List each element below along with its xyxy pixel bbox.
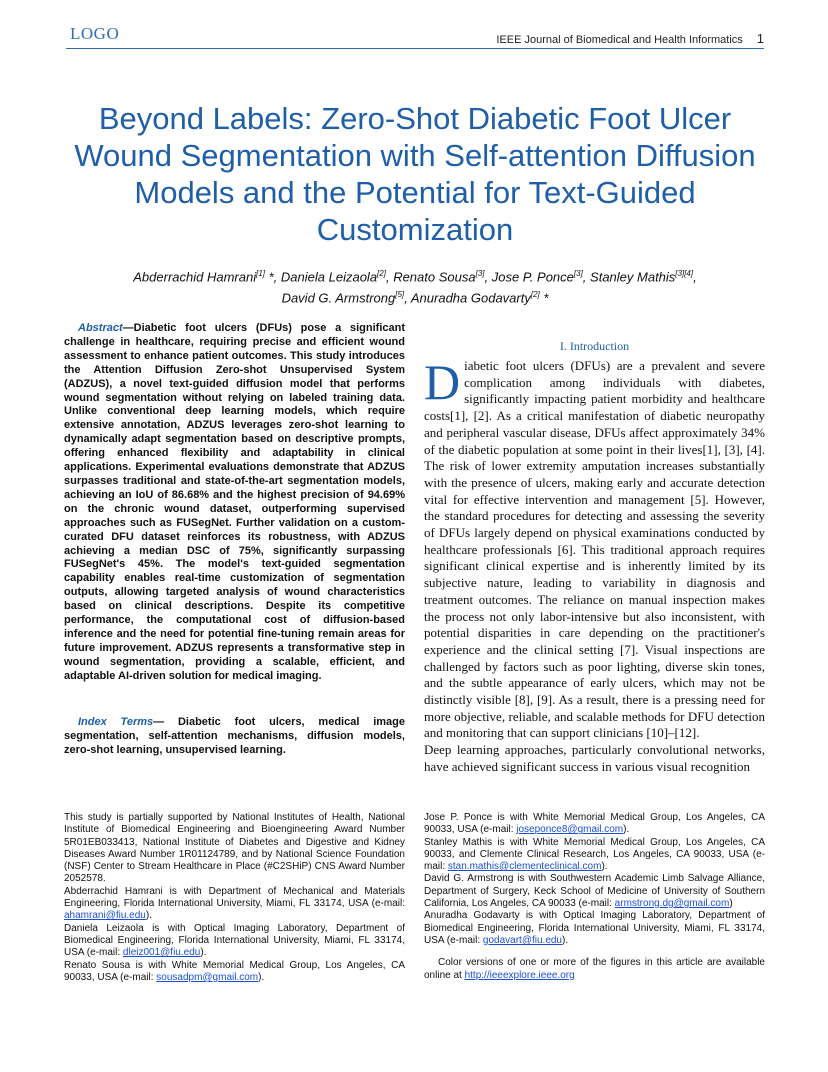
affiliation-note — [424, 873, 765, 910]
abstract-text: —Diabetic foot ulcers (DFUs) pose a significant challenge in healthcare, requiring precise and efficient wound assessment to enhance patient outcomes. This study introduces the Attention Diffusion Zero-shot Unsupervised System (ADZUS), a novel text-guided diffusion model that performs wound segmentation without relying on labeled training data. Unlike conventional deep learning models, which require extensive annotation, ADZUS leverages zero-shot learning to dynamically adapt segmentation based on descriptive prompts, offering enhanced flexibility and adaptability in clinical applications. Experimental evaluations demonstrate that ADZUS surpasses traditional and state-of-the-art segmentation models, achieving an IoU of 86.68% and the highest precision of 94.69% on the chronic wound dataset, outperforming supervised approaches such as FUSegNet. Further validation on a custom-curated DFU dataset reinforces its robustness, with ADZUS achieving a median DSC of 75%, significantly surpassing FUSegNet's 45%. The model's text-guided segmentation capability enables real-time customization of segmentation outputs, allowing targeted analysis of wound characteristics based on clinical descriptions. Despite its competitive performance, the computational cost of diffusion-based inference and the need for potential fine-tuning remain areas for future improvement. ADZUS represents a transformative step in wound segmentation, providing a scalable, efficient, and adaptable AI-driven solution for medical imaging. — [64, 322, 405, 682]
author-affiliation: [2] — [530, 290, 540, 300]
intro-paragraph-2: Deep learning approaches, particularly convolutional networks, have achieved significant success in various visual recognition — [424, 742, 765, 774]
paper-title: Beyond Labels: Zero-Shot Diabetic Foot Ulcer Wound Segmentation with Self-attention Diffusion Models and the Potential for Text-Guided Customization — [74, 101, 756, 247]
affiliation-text: Stanley Mathis is with White Memorial Medical Group, Los Angeles, CA 90033, and Clemente Clinical Research, Los Angeles, CA 90033, USA (e-mail: — [424, 836, 765, 873]
author-name: Jose P. Ponce — [491, 269, 574, 285]
author-affiliation: [3] — [573, 269, 583, 278]
index-terms — [64, 716, 405, 758]
affiliation-note — [424, 910, 765, 947]
author-name: David G. Armstrong — [281, 290, 396, 306]
affiliation-text: Abderrachid Hamrani is with Department of Mechanical and Materials Engineering, Florida International University, Miami, FL 33174, USA (e-mail: — [64, 885, 405, 910]
author-name: Abderrachid Hamrani — [133, 269, 257, 285]
funding-note: This study is partially supported by National Institutes of Health, National Institute of Biomedical Engineering and Bioengineering Award Number 5R01EB033413, National Institute of Diabetes and Digestive and Kidney Diseases Award Number 1R01124789, and by National Science Foundation (NSF) Center to Stream Healthcare in Place (#C2SHiP) CNS Award Number 2052578. — [64, 812, 405, 885]
affiliation-note — [64, 886, 405, 923]
affiliation-close: ). — [601, 861, 608, 873]
affiliation-close: ). — [258, 971, 265, 983]
affiliation-note — [64, 923, 405, 960]
author-separator: , — [404, 290, 411, 306]
affiliation-close: ). — [623, 824, 630, 836]
author-name: Daniela Leizaola — [280, 269, 378, 285]
author-name: Renato Sousa — [393, 269, 476, 285]
availability-text: Color versions of one or more of the figures in this article are available online at — [424, 957, 765, 981]
drop-cap: D — [424, 354, 461, 410]
author-separator: , — [385, 269, 394, 285]
intro-paragraph-text: iabetic foot ulcers (DFUs) are a prevalent and severe complication among individuals with diabetes, significantly impacting patient morbidity and healthcare costs[1], [2]. As a critical manifestation of diabetic neuropathy and peripheral vascular disease, DFUs affect approximately 34% of the diabetic population at some point in their lives[1], [3], [4]. The risk of lower extremity amputation increases substantially with the presence of ulcers, making early and accurate detection vital for effective intervention and management [5]. However, the standard procedures for detecting and assessing the severity of DFUs largely depend on physical examinations conducted by healthcare professionals [6]. This traditional approach requires significant clinical expertise and is inherently limited by its subjective nature, leading to variability in diagnosis and treatment outcomes. The reliance on manual inspection makes the process not only labor-intensive but also inconsistent, with potential disparities in care depending on the practitioner's experience and the clinical setting [7]. Visual inspections are challenged by factors such as poor lighting, diverse skin tones, and the subtle appearance of early ulcers, which may not be distinctly visible [8], [9]. As a result, there is a pressing need for more objective, reliable, and scalable methods for DFU detection and monitoring that can support clinicians [10]–[12]. — [424, 358, 765, 741]
header-rule — [66, 48, 764, 49]
affiliation-text: Renato Sousa is with White Memorial Medical Group, Los Angeles, CA 90033, USA (e-mail: — [64, 959, 405, 983]
email-link[interactable]: godavart@fiu.edu — [482, 934, 562, 946]
index-terms-label: Index Terms — [78, 716, 154, 728]
journal-header — [496, 31, 764, 46]
author-separator: , — [693, 269, 697, 285]
email-link[interactable]: joseponce8@gmail.com — [516, 824, 624, 836]
affiliation-note — [64, 960, 405, 985]
page-number: 1 — [756, 31, 764, 46]
email-link[interactable]: sousadpm@gmail.com — [156, 971, 259, 983]
affiliation-text: David G. Armstrong is with Southwestern Academic Limb Salvage Alliance, Department of Surgery, Keck School of Medicine of University of Southern California, Los Angeles, CA 90033 (e-mail: — [424, 873, 765, 910]
abstract-label: Abstract — [78, 322, 123, 334]
intro-paragraph — [424, 354, 765, 742]
journal-logo: LOGO — [70, 24, 120, 43]
email-link[interactable]: ahamrani@fiu.edu — [64, 910, 146, 922]
journal-name: IEEE Journal of Biomedical and Health Informatics — [496, 34, 743, 46]
email-link[interactable]: dleiz001@fiu.edu — [122, 947, 201, 959]
footnotes-right — [424, 812, 765, 982]
index-terms-text: — Diabetic foot ulcers, medical image segmentation, self-attention mechanisms, diffusion models, zero-shot learning, unsupervised learning. — [64, 716, 405, 756]
affiliation-close: ). — [562, 934, 569, 946]
affiliation-text: Jose P. Ponce is with White Memorial Medical Group, Los Angeles, CA 90033, USA (e-mail: — [424, 812, 765, 836]
author-separator: , — [582, 269, 591, 285]
author-list — [66, 265, 764, 308]
author-name: Stanley Mathis — [590, 269, 676, 285]
author-separator: , — [484, 269, 492, 285]
affiliation-note — [424, 837, 765, 874]
abstract — [64, 322, 405, 684]
author-name: Anuradha Godavarty — [410, 290, 531, 306]
affiliation-close: ). — [200, 947, 207, 959]
author-affiliation: [3][4] — [675, 269, 694, 278]
author-affiliation: [1] — [256, 269, 266, 278]
author-separator: * — [539, 290, 549, 306]
ieeexplore-link[interactable]: http://ieeexplore.ieee.org — [464, 969, 575, 981]
author-affiliation: [3] — [475, 269, 485, 278]
footnotes-left — [64, 812, 405, 984]
email-link[interactable]: armstrong.dg@gmail.com — [614, 898, 730, 910]
section-heading: I. Introduction — [559, 339, 630, 353]
author-affiliation: [2] — [377, 269, 386, 278]
affiliation-close: ) — [729, 898, 733, 910]
availability-note — [424, 957, 765, 982]
affiliation-text: Anuradha Godavarty is with Optical Imaging Laboratory, Department of Biomedical Engineering, Florida International University, Miami, FL 33174, USA (e-mail: — [424, 910, 765, 946]
affiliation-close: ). — [145, 910, 152, 922]
affiliation-text: Daniela Leizaola is with Optical Imaging Laboratory, Department of Biomedical Engineering, Florida International University, Miami, FL 33174, USA (e-mail: — [64, 922, 405, 959]
email-link[interactable]: stan.mathis@clementeclinical.com — [447, 861, 602, 873]
author-affiliation: [5] — [395, 290, 405, 300]
affiliation-note — [424, 812, 765, 837]
introduction-body — [424, 354, 765, 776]
author-separator: *, — [265, 269, 281, 285]
